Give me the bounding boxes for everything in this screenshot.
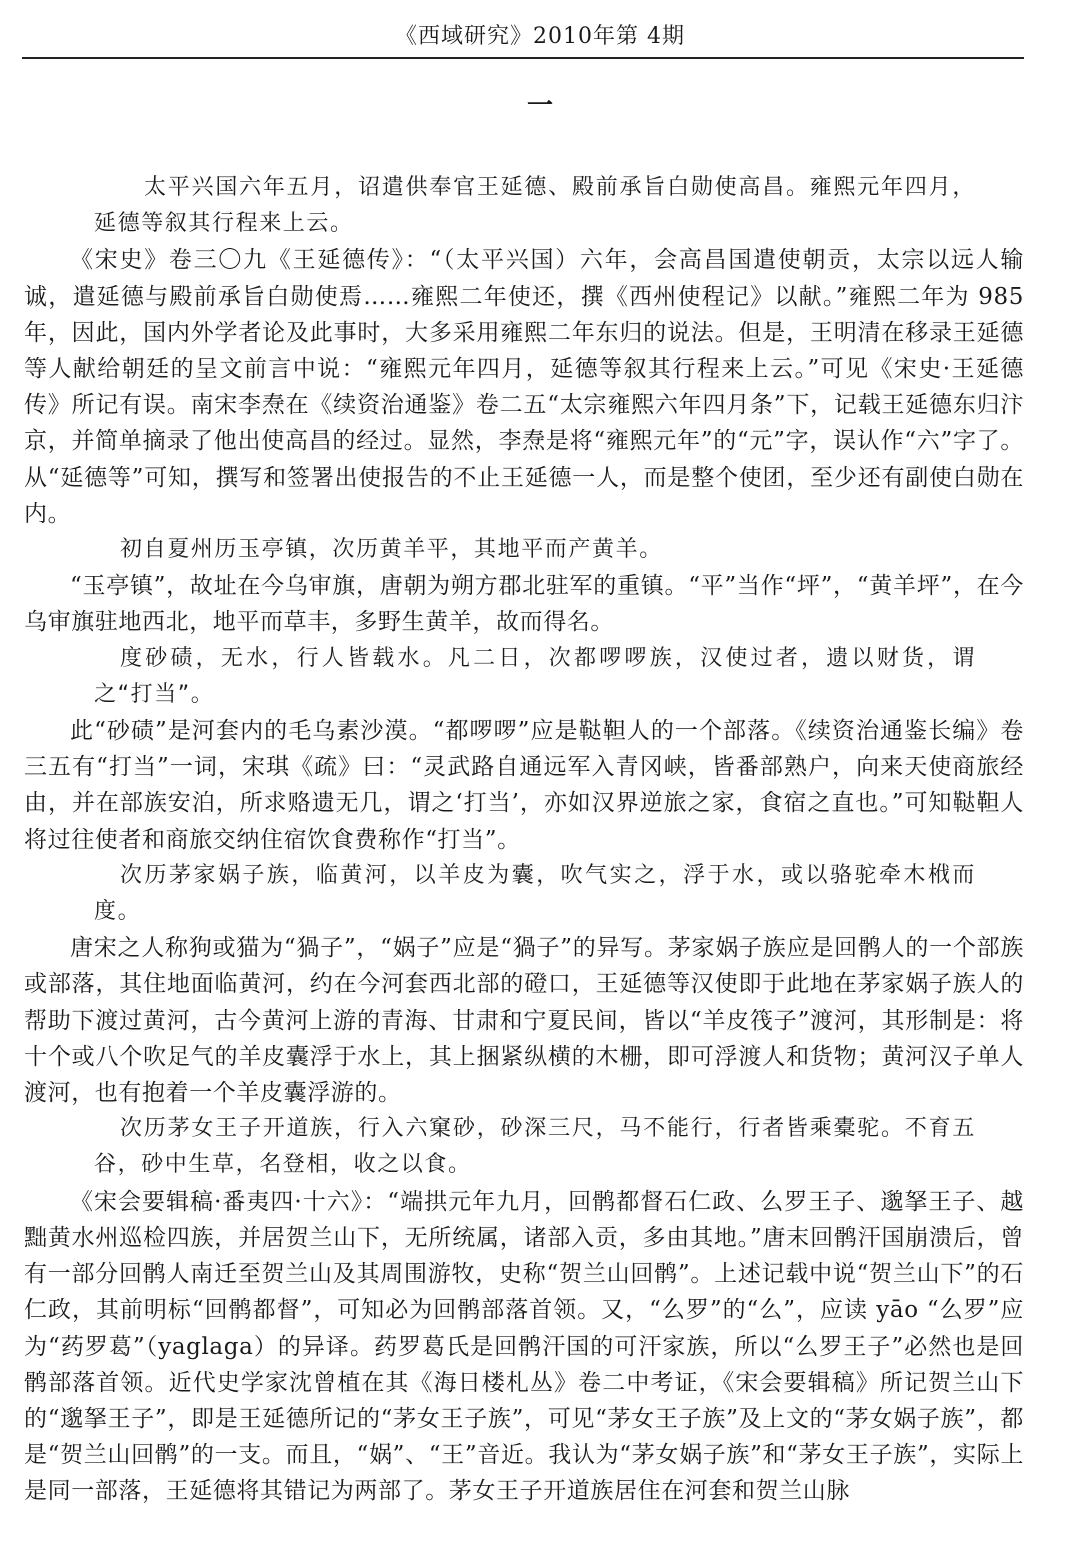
commentary-paragraph: “玉亭镇”，故址在今乌审旗，唐朝为朔方郡北驻军的重镇。“平”当作“坪”，“黄羊坪”，在今乌审旗驻地西北，地平而草丰，多野生黄羊，故而得名。 [24, 573, 1024, 636]
source-quote: 初自夏州历玉亭镇，次历黄羊平，其地平而产黄羊。 [120, 537, 663, 563]
commentary-paragraph: 《宋会要辑稿·番夷四·十六》：“端拱元年九月，回鹘都督石仁政、么罗王子、邈拏王子、越黜黄水州巡检四族，并居贺兰山下，无所统属，诸部入贡，多由其地。”唐末回鹘汗国崩溃后，曾有一部分回鹘人南迁至贺兰山及其周围游牧，史称“贺兰山回鹘”。上述记载中说“贺兰山下”的石仁政，其前明标“回鹘都督”，可知必为回鹘部落首领。又，“么罗”的“么”，应读 yāo “么罗”应为“药罗葛”（yaglaga）的异译。药罗葛氏是回鹘汗国的可汗家族，所以“么罗王子”必然也是回鹘部落首领。近代史学家沈曾植在其《海日楼札丛》卷二中考证，《宋会要辑稿》所记贺兰山下的“邈拏王子”，即是王延德所记的“茅女王子族”，可见“茅女王子族”及上文的“茅女娲子族”，都是“贺兰山回鹘”的一支。而且，“娲”、“王”音近。我认为“茅女娲子族”和“茅女王子族”，实际上是同一部落，王延德将其错记为两部了。茅女王子开道族居住在河套和贺兰山脉 [24, 1188, 1024, 1505]
commentary-paragraph: 唐宋之人称狗或猫为“猧子”，“娲子”应是“猧子”的异写。茅家娲子族应是回鹘人的一个部族或部落，其住地面临黄河，约在今河套西北部的磴口，王延德等汉使即于此地在茅家娲子族人的帮助下渡过黄河，古今黄河上游的青海、甘肃和宁夏民间，皆以“羊皮筏子”渡河，其形制是：将十个或八个吹足气的羊皮囊浮于水上，其上捆紧纵横的木栅，即可浮渡人和货物；黄河汉子单人渡河，也有抱着一个羊皮囊浮游的。 [24, 935, 1024, 1107]
article-body [24, 170, 1024, 1510]
header-rule [22, 57, 1024, 59]
source-quote: 次历茅家娲子族，临黄河，以羊皮为囊，吹气实之，浮于水，或以骆驼牵木栰而度。 [94, 862, 976, 925]
source-quote: 次历茅女王子开道族，行入六窠砂，砂深三尺，马不能行，行者皆乘橐驼。不育五谷，砂中生草，名登相，收之以食。 [94, 1116, 976, 1178]
source-quote: 度砂碛，无水，行人皆载水。凡二日，次都啰啰族，汉使过者，遗以财货，谓之“打当”。 [94, 645, 976, 707]
source-quote: 太平兴国六年五月，诏遣供奉官王延德、殿前承旨白勋使高昌。雍熙元年四月，延德等叙其行程来上云。 [94, 175, 976, 237]
running-header: 《西域研究》2010年第 4期 [395, 24, 685, 49]
commentary-paragraph: 此“砂碛”是河套内的毛乌素沙漠。“都啰啰”应是鞑靼人的一个部落。《续资治通鉴长编》卷三五有“打当”一词，宋琪《疏》曰：“灵武路自通远军入青冈峡，皆番部熟户，向来天使商旅经由，并在部族安泊，所求赂遗无几，谓之‘打当’，亦如汉界逆旅之家，食宿之直也。”可知鞑靼人将过往使者和商旅交纳住宿饮食费称作“打当”。 [24, 718, 1024, 853]
section-number: 一 [526, 91, 553, 121]
commentary-paragraph: 《宋史》卷三〇九《王延德传》：“（太平兴国）六年，会高昌国遣使朝贡，太宗以远人输诚，遣延德与殿前承旨白勋使焉……雍熙二年使还，撰《西州使程记》以献。”雍熙二年为 985年，因此，国内外学者论及此事时，大多采用雍熙二年东归的说法。但是，王明清在移录王延德等人献给朝廷的呈文前言中说：“雍熙元年四月，延德等叙其行程来上云。”可见《宋史·王延德传》所记有误。南宋李焘在《续资治通鉴》卷二五“太宗雍熙六年四月条”下，记载王延德东归汴京，并简单摘录了他出使高昌的经过。显然，李焘是将“雍熙元年”的“元”字，误认作“六”字了。从“延德等”可知，撰写和签署出使报告的不止王延德一人，而是整个使团，至少还有副使白勋在内。 [24, 247, 1024, 527]
